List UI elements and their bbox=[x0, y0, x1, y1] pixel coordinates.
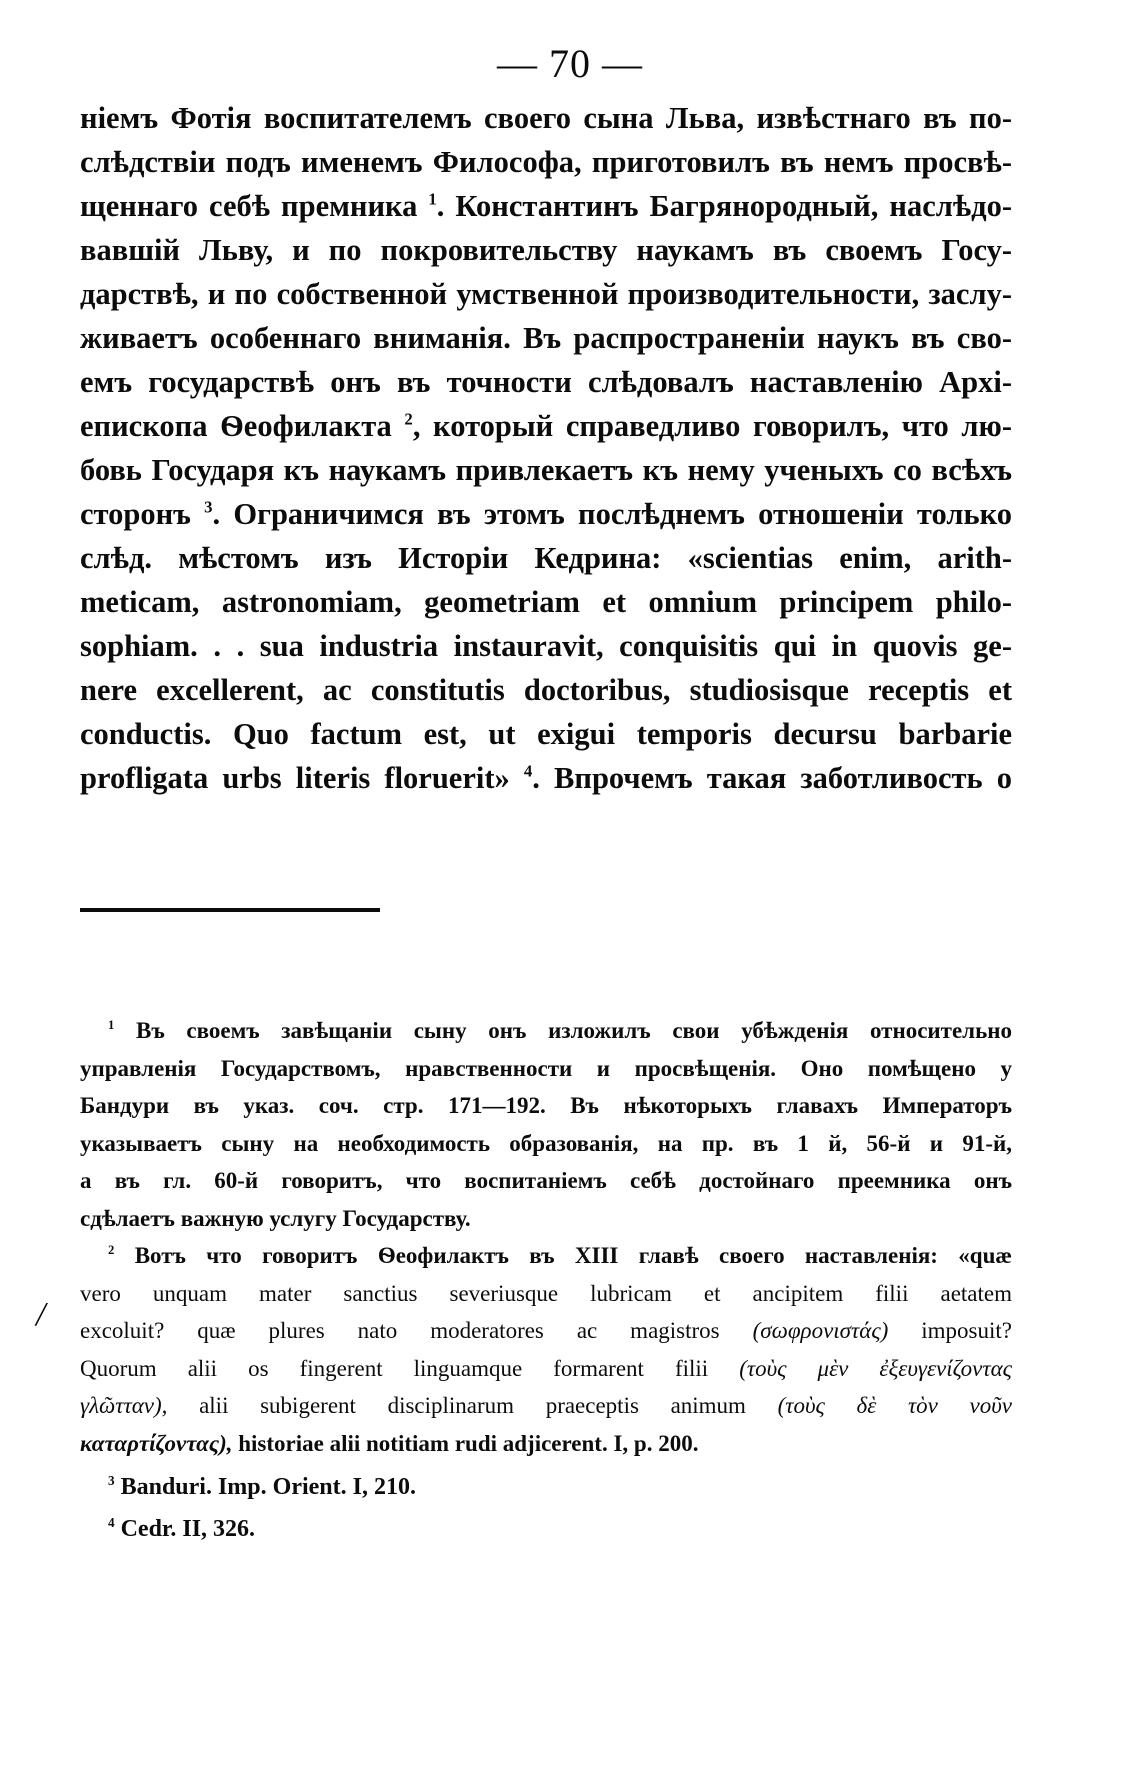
footnote-ref-1[interactable]: 1 bbox=[428, 189, 437, 209]
footnote-line: а въ гл. 60-й говоритъ, что воспитаніемъ себѣ достойнаго преемника онъ bbox=[80, 1168, 1012, 1193]
text-line: вавшій Льву, и по покровительству наукамъ въ своемъ Госу- bbox=[80, 233, 1012, 267]
footnote-4: $^4$ Cedr. II, 326. bbox=[108, 1514, 256, 1542]
footnote-line: $^1$ Въ своемъ завѣщаніи сыну онъ изложилъ свои убѣжденія относительно bbox=[108, 1018, 1012, 1043]
footnote-line: указываетъ сыну на необходимость образованія, на пр. въ 1 й, 56-й и 91-й, bbox=[80, 1130, 1012, 1156]
footnote-ref-3[interactable]: 3 bbox=[204, 497, 213, 517]
text-line: meticam, astronomiam, geometriam et omnium principem philo- bbox=[80, 585, 1012, 619]
footnote-line: управленія Государствомъ, нравственности и просвѣщенія. Оно помѣщено у bbox=[80, 1055, 1012, 1081]
main-text bbox=[80, 96, 1012, 800]
footnotes bbox=[80, 1012, 1012, 1550]
footnote-divider bbox=[80, 908, 380, 912]
greek-term: γλῶτταν), bbox=[80, 1393, 168, 1418]
text-line: щеннаго себѣ премника $^1$. Константинъ Багрянородный, наслѣдо- bbox=[80, 189, 1012, 223]
text-line: сторонъ $^3$. Ограничимся въ этомъ послѣднемъ отношеніи только bbox=[80, 497, 1012, 531]
footnote-marker: 3 bbox=[108, 1472, 115, 1488]
footnote-line: $^2$ Вотъ что говоритъ Ѳеофилактъ въ XIII главѣ своего наставленія: «quæ bbox=[108, 1243, 1012, 1268]
footnote-ref-4[interactable]: 4 bbox=[523, 761, 533, 781]
footnote-3: $^3$ Banduri. Imp. Orient. I, 210. bbox=[108, 1472, 416, 1500]
greek-term: (σωφρονιστάς) bbox=[752, 1318, 889, 1343]
footnote-2 bbox=[80, 1237, 1012, 1462]
greek-term: (τοὺς μὲν ἐξευγενίζοντας bbox=[739, 1355, 1012, 1381]
text-line: слѣд. мѣстомъ изъ Исторіи Кедрина: «scientias enim, arith- bbox=[80, 541, 1012, 575]
footnote-1 bbox=[80, 1012, 1012, 1237]
footnote-marker: 1 bbox=[108, 1018, 115, 1033]
text-line: nere excellerent, ac constitutis doctoribus, studiosisque receptis et bbox=[80, 673, 1012, 707]
text-line: живаетъ особеннаго вниманія. Въ распространеніи наукъ въ сво- bbox=[80, 321, 1012, 355]
text-line: sophiam. . . sua industria instauravit, conquisitis qui in quovis ge- bbox=[80, 629, 1012, 663]
margin-mark: / bbox=[36, 1296, 46, 1333]
text-line: profligata urbs literis floruerit» $^4$. Впрочемъ такая заботливость о bbox=[80, 761, 1013, 795]
text-line: емъ государствѣ онъ въ точности слѣдовалъ наставленію Архі- bbox=[80, 365, 1012, 399]
footnote-line: καταρτίζοντας), historiae alii notitiam rudi adjicerent. I, p. 200. bbox=[80, 1430, 699, 1456]
footnote-marker: 4 bbox=[108, 1514, 115, 1530]
footnote-line: сдѣлаетъ важную услугу Государству. bbox=[80, 1205, 471, 1231]
text-line: ніемъ Фотія воспитателемъ своего сына Льва, извѣстнаго въ по- bbox=[80, 101, 1012, 135]
text-line: дарствѣ, и по собственной умственной производительности, заслу- bbox=[80, 277, 1012, 311]
page-number: — 70 — bbox=[497, 41, 643, 86]
footnote-line: Бандури въ указ. соч. стр. 171—192. Въ нѣкоторыхъ главахъ Императоръ bbox=[80, 1093, 1012, 1118]
text-line: епископа Ѳеофилакта $^2$, который справедливо говорилъ, что лю- bbox=[80, 409, 1012, 443]
footnote-line: Quorum alii os fingerent linguamque formarent filii (τοὺς μὲν ἐξευγενίζοντας bbox=[80, 1355, 1012, 1381]
text-line: слѣдствіи подъ именемъ Философа, приготовилъ въ немъ просвѣ- bbox=[80, 145, 1012, 179]
text-line: conductis. Quo factum est, ut exigui temporis decursu barbarie bbox=[80, 717, 1012, 751]
text-line: бовь Государя къ наукамъ привлекаетъ къ нему ученыхъ со всѣхъ bbox=[80, 453, 1012, 487]
footnote-ref-2[interactable]: 2 bbox=[404, 409, 413, 429]
footnote-line: excoluit? quæ plures nato moderatores ac magistros (σωφρονιστάς) imposuit? bbox=[80, 1318, 1013, 1343]
greek-term: καταρτίζοντας), bbox=[80, 1430, 233, 1456]
footnote-marker: 2 bbox=[108, 1243, 115, 1258]
footnote-line: vero unquam mater sanctius severiusque lubricam et ancipitem filii aetatem bbox=[80, 1280, 1012, 1306]
greek-term: (τοὺς δὲ τὸν νοῦν bbox=[777, 1393, 1013, 1418]
footnote-line: γλῶτταν), alii subigerent disciplinarum praeceptis animum (τοὺς δὲ τὸν νοῦν bbox=[80, 1393, 1013, 1418]
